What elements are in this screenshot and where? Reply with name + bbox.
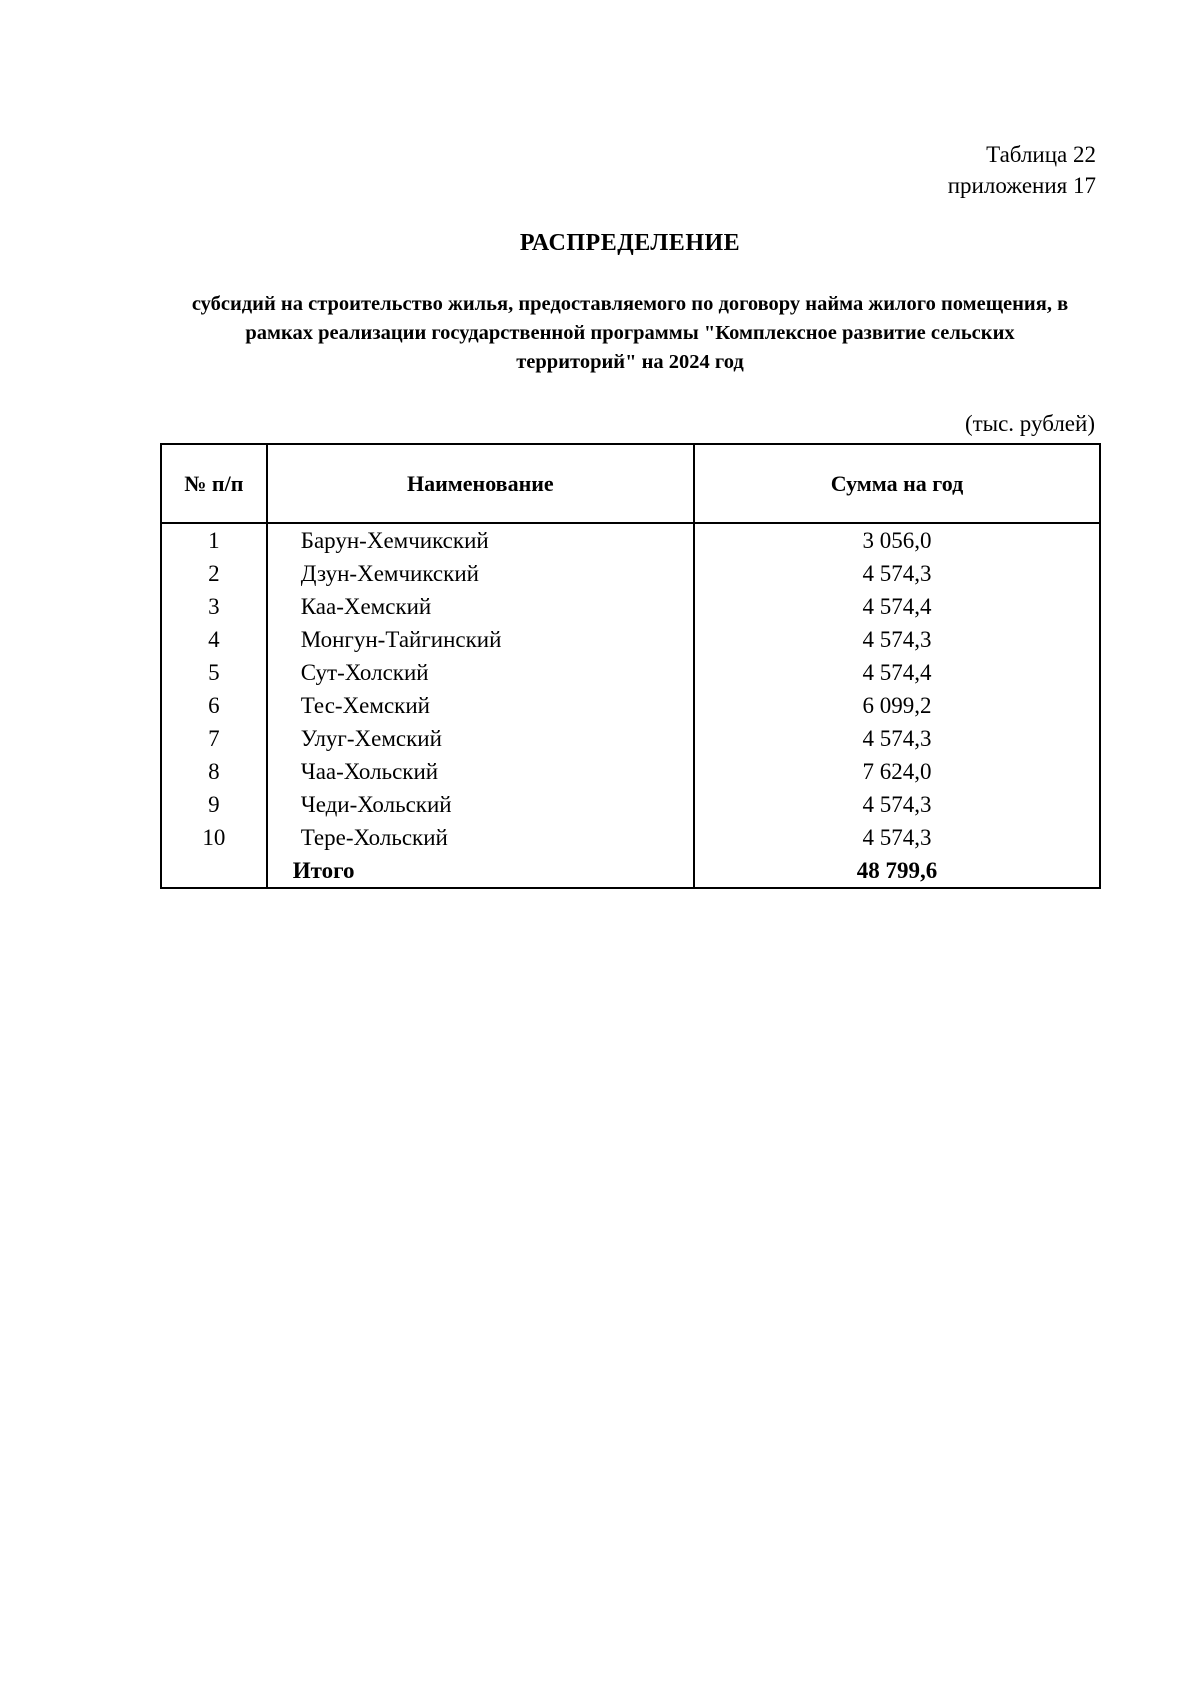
row-name: Барун-Хемчикский	[267, 523, 694, 557]
table-row	[161, 656, 1100, 689]
row-sum: 4 574,3	[694, 557, 1100, 590]
row-number: 6	[161, 689, 267, 722]
table-number: Таблица 22	[986, 142, 1096, 167]
row-number: 9	[161, 788, 267, 821]
row-sum: 6 099,2	[694, 689, 1100, 722]
row-number: 4	[161, 623, 267, 656]
table-reference	[948, 139, 1096, 201]
header-name: Наименование	[267, 444, 694, 523]
document-title: РАСПРЕДЕЛЕНИЕ	[519, 230, 741, 256]
row-number: 3	[161, 590, 267, 623]
row-name: Монгун-Тайгинский	[267, 623, 694, 656]
table-row	[161, 523, 1100, 557]
row-name: Каа-Хемский	[267, 590, 694, 623]
row-number: 5	[161, 656, 267, 689]
row-name: Чаа-Хольский	[267, 755, 694, 788]
document-subtitle: субсидий на строительство жилья, предоставляемого по договору найма жилого помещения, в рамках реализации государственной программы "Комплексное развитие сельских территорий" на 2024 год	[191, 293, 1069, 373]
table-row	[161, 689, 1100, 722]
row-name: Сут-Холский	[267, 656, 694, 689]
table-row	[161, 623, 1100, 656]
row-sum: 4 574,4	[694, 590, 1100, 623]
table-row	[161, 788, 1100, 821]
row-sum: 4 574,4	[694, 656, 1100, 689]
total-number-cell	[161, 854, 267, 888]
row-sum: 4 574,3	[694, 788, 1100, 821]
table-row	[161, 821, 1100, 854]
row-number: 1	[161, 523, 267, 557]
units-label: (тыс. рублей)	[964, 411, 1095, 436]
total-row	[161, 854, 1100, 888]
row-sum: 4 574,3	[694, 623, 1100, 656]
row-sum: 7 624,0	[694, 755, 1100, 788]
subsidy-table	[160, 443, 1101, 889]
row-number: 8	[161, 755, 267, 788]
row-sum: 4 574,3	[694, 722, 1100, 755]
table-row	[161, 590, 1100, 623]
row-name: Тере-Хольский	[267, 821, 694, 854]
row-name: Тес-Хемский	[267, 689, 694, 722]
row-sum: 4 574,3	[694, 821, 1100, 854]
table-row	[161, 755, 1100, 788]
table-row	[161, 557, 1100, 590]
table-row	[161, 722, 1100, 755]
header-sum: Сумма на год	[694, 444, 1100, 523]
total-sum: 48 799,6	[694, 854, 1100, 888]
header-number: № п/п	[161, 444, 267, 523]
row-number: 2	[161, 557, 267, 590]
row-name: Улуг-Хемский	[267, 722, 694, 755]
row-name: Чеди-Хольский	[267, 788, 694, 821]
row-sum: 3 056,0	[694, 523, 1100, 557]
total-label: Итого	[267, 854, 694, 888]
row-number: 7	[161, 722, 267, 755]
table-header-row	[161, 444, 1100, 523]
appendix-number: приложения 17	[947, 173, 1096, 198]
row-number: 10	[161, 821, 267, 854]
row-name: Дзун-Хемчикский	[267, 557, 694, 590]
